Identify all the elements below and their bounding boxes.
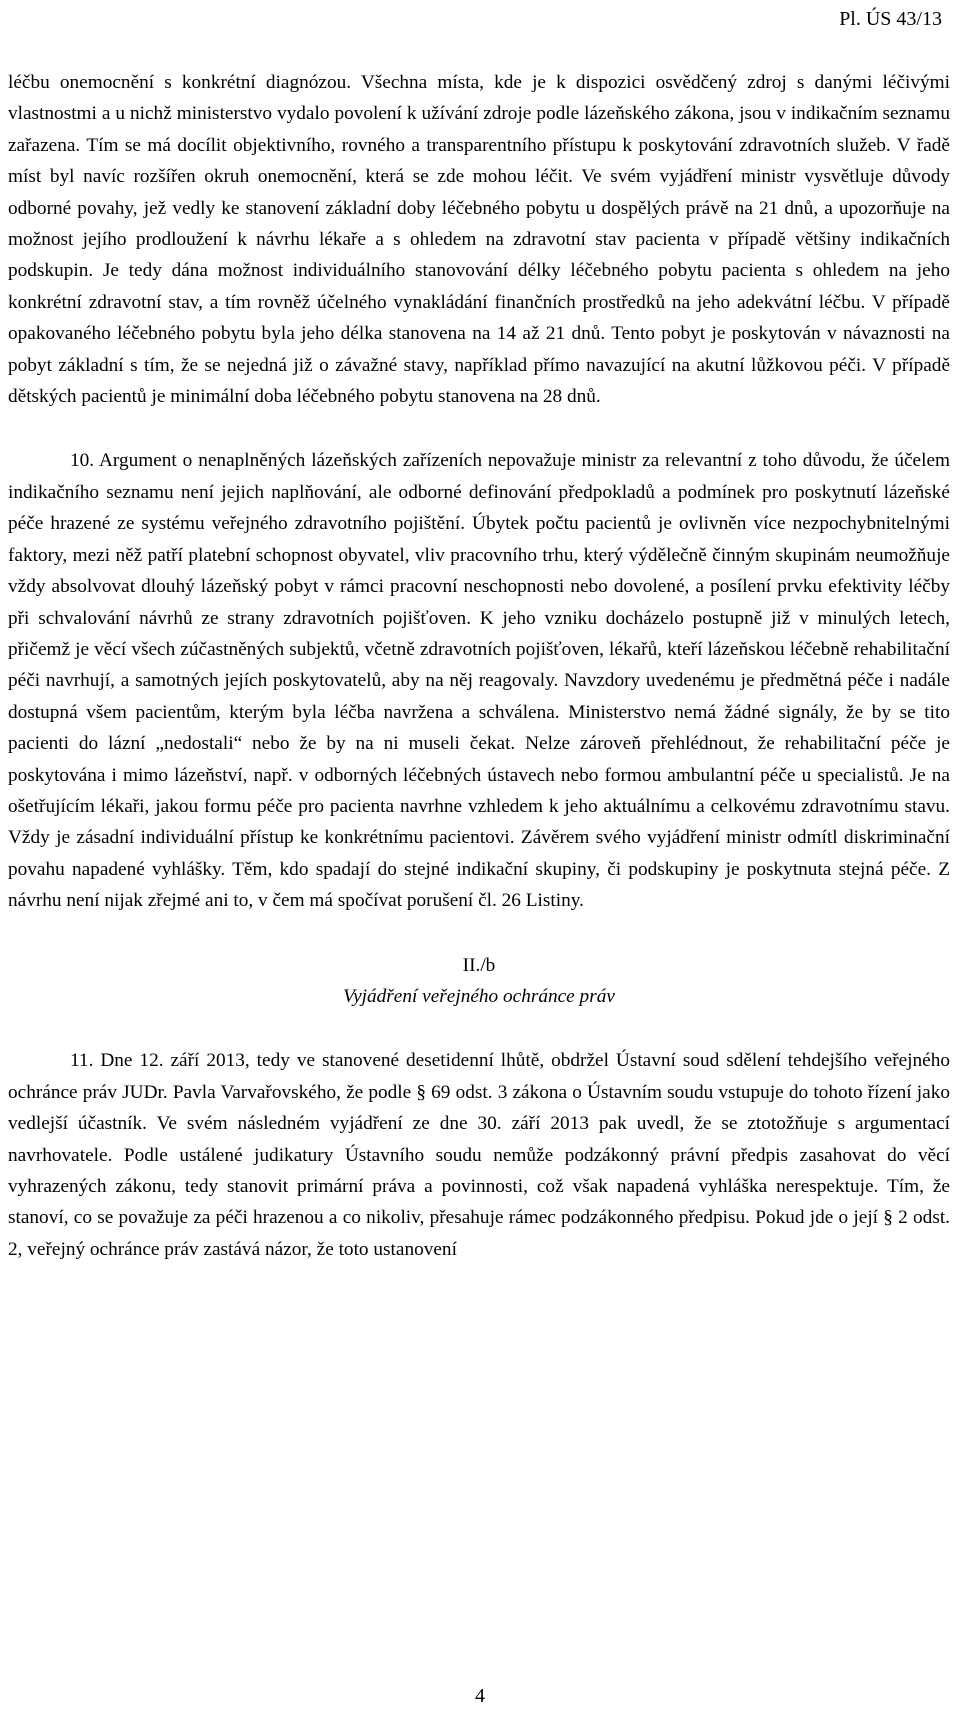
- paragraph-10: [8, 445, 950, 916]
- page-number: 4: [475, 1685, 485, 1707]
- paragraph-text: Dne 12. září 2013, tedy ve stanovené desetidenní lhůtě, obdržel Ústavní soud sdělení tehdejšího veřejného ochránce práv JUDr. Pavla Varvařovského, že podle § 69 odst. 3 zákona o Ústavním soudu vstupuje do tohoto řízení jako vedlejší účastník. Ve svém následném vyjádření ze dne 30. září 2013 pak uvedl, že se ztotožňuje s argumentací navrhovatele. Podle ustálené judikatury Ústavního soudu nemůže podzákonný právní předpis zasahovat do věcí vyhrazených zákonu, tedy stanovit primární práva a povinnosti, což však napadená vyhláška nerespektuje. Tím, že stanoví, co se považuje za péči hrazenou a co nikoliv, přesahuje rámec podzákonného předpisu. Pokud jde o její § 2 odst. 2, veřejný ochránce práv zastává názor, že toto ustanovení: [8, 1050, 951, 1260]
- paragraph-number: 10.: [70, 450, 95, 472]
- paragraph-11: [8, 1045, 950, 1265]
- section-heading: II./b: [462, 954, 496, 976]
- paragraph-text: Argument o nenaplněných lázeňských zařízeních nepovažuje ministr za relevantní z toho důvodu, že účelem indikačního seznamu není jejich naplňování, ale odborné definování předpokladů a podmínek pro poskytnutí lázeňské péče hrazené ze systému veřejného zdravotního pojištění. Úbytek počtu pacientů je ovlivněn více nezpochybnitelnými faktory, mezi něž patří platební schopnost obyvatel, vliv pracovního trhu, který výdělečně činným skupinám neumožňuje vždy absolvovat dlouhý lázeňský pobyt v rámci pracovní neschopnosti nebo dovolené, a posílení prvku efektivity léčby při schvalování návrhů ze strany zdravotních pojišťoven. K jeho vzniku docházelo postupně již v minulých letech, přičemž je věcí všech zúčastněných subjektů, včetně zdravotních pojišťoven, lékařů, kteří lázeňskou léčebně rehabilitační péči navrhují, a samotných jejích poskytovatelů, aby na něj reagovaly. Navzdory uvedenému je předmětná péče i nadále dostupná všem pacientům, kterým byla léčba navržena a schválena. Ministerstvo nemá žádné signály, že by se tito pacienti do lázní „nedostali“ nebo že by na ni museli čekat. Nelze zároveň přehlédnout, že rehabilitační péče je poskytována i mimo lázeňství, např. v odborných léčebných ústavech nebo formou ambulantní péče u specialistů. Je na ošetřujícím lékaři, jakou formu péče pro pacienta navrhne vzhledem k jeho aktuálnímu a celkovému zdravotnímu stavu. Vždy je zásadní individuální přístup ke konkrétnímu pacientovi. Závěrem svého vyjádření ministr odmítl diskriminační povahu napadené vyhlášky. Těm, kdo spadají do stejné indikační skupiny, či podskupiny je poskytnuta stejná péče. Z návrhu není nijak zřejmé ani to, v čem má spočívat porušení čl. 26 Listiny.: [8, 450, 950, 912]
- paragraph-number: 11.: [70, 1050, 94, 1072]
- paragraph-continuation: léčbu onemocnění s konkrétní diagnózou. Všechna místa, kde je k dispozici osvědčený zdroj s danými léčivými vlastnostmi a u nichž ministerstvo vydalo povolení k užívání zdroje podle lázeňského zákona, jsou v indikačním seznamu zařazena. Tím se má docílit objektivního, rovného a transparentního přístupu k poskytování zdravotních služeb. V řadě míst byl navíc rozšířen okruh onemocnění, která se zde mohou léčit. Ve svém vyjádření ministr vysvětluje důvody odborné povahy, jež vedly ke stanovení základní doby léčebného pobytu u dospělých právě na 21 dnů, a upozorňuje na možnost jejího prodloužení k návrhu lékaře a s ohledem na zdravotní stav pacienta v případě většiny indikačních podskupin. Je tedy dána možnost individuálního stanovování délky léčebného pobytu pacienta s ohledem na jeho konkrétní zdravotní stav, a tím rovněž účelného vynakládání finančních prostředků na jeho adekvátní léčbu. V případě opakovaného léčebného pobytu byla jeho délka stanovena na 14 až 21 dnů. Tento pobyt je poskytován v návaznosti na pobyt základní s tím, že se nejedná již o závažné stavy, například přímo navazující na akutní lůžkovou péči. V případě dětských pacientů je minimální doba léčebného pobytu stanovena na 28 dnů.: [8, 72, 950, 408]
- case-number-header: Pl. ÚS 43/13: [839, 8, 942, 30]
- section-title: Vyjádření veřejného ochránce práv: [343, 985, 615, 1007]
- document-body: [8, 67, 950, 1265]
